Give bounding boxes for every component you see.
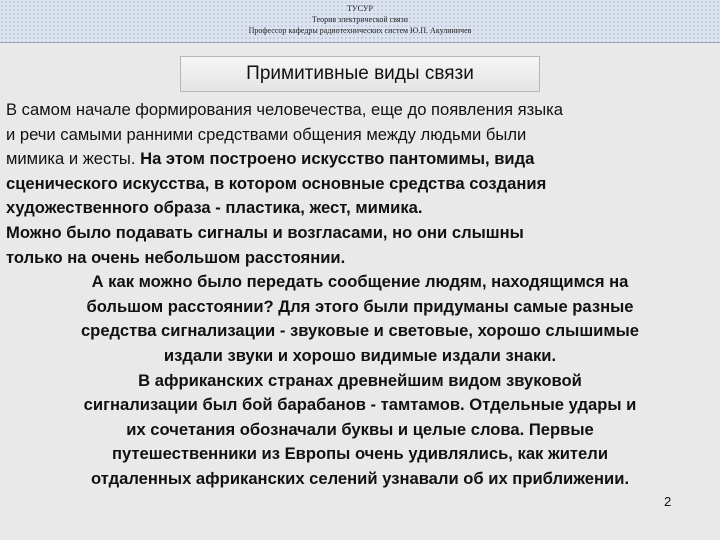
body-line: большом расстоянии? Для этого были придуманы самые разные: [86, 296, 634, 316]
page-number: 2: [664, 494, 672, 509]
body-line: В африканских странах древнейшим видом звуковой: [138, 370, 582, 390]
body-line: сценического искусства, в котором основные средства создания: [6, 173, 547, 193]
body-text-normal: мимика и жесты.: [6, 149, 136, 169]
body-line: художественного образа - пластика, жест, мимика.: [6, 198, 423, 218]
body-line: сигнализации был бой барабанов - тамтамов. Отдельные удары и: [83, 395, 637, 415]
body-line: издали звуки и хорошо видимые издали знаки.: [163, 345, 557, 365]
header-course: Теория электрической связи: [311, 15, 408, 24]
header-university: ТУСУР: [347, 4, 373, 13]
body-line: отдаленных африканских селений узнавали об их приближении.: [90, 468, 630, 488]
slide-header: [0, 0, 720, 43]
slide-title: Примитивные виды связи: [180, 56, 540, 92]
body-line: Можно было подавать сигналы и возгласами, но они слышны: [6, 222, 524, 242]
body-line: путешественники из Европы очень удивлялись, как жители: [111, 444, 609, 464]
body-text-bold: На этом построено искусство пантомимы, вида: [135, 149, 535, 169]
header-author: Профессор кафедры радиотехнических систем Ю.П. Акулиничев: [248, 26, 472, 35]
body-line: только на очень небольшом расстоянии.: [6, 247, 346, 267]
body-line: средства сигнализации - звуковые и световые, хорошо слышимые: [80, 321, 640, 341]
slide-body: [6, 98, 714, 492]
body-line: [6, 147, 714, 172]
body-line: их сочетания обозначали буквы и целые слова. Первые: [126, 419, 594, 439]
body-line: и речи самыми ранними средствами общения между людьми были: [6, 124, 527, 144]
body-line: В самом начале формирования человечества, еще до появления языка: [6, 100, 563, 119]
body-line: А как можно было передать сообщение людям, находящимся на: [91, 272, 629, 292]
